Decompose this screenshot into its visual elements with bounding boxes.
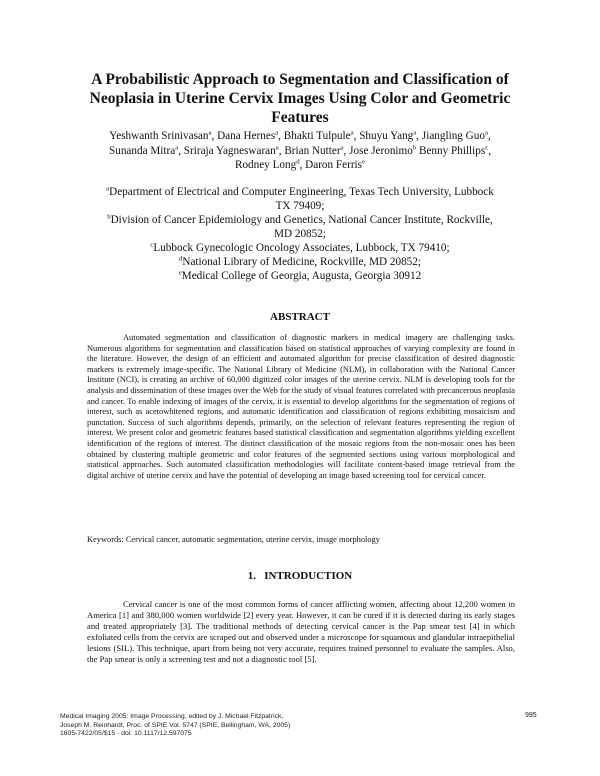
- author: Sriraja Yagneswaran$^a$: [183, 143, 279, 157]
- author: Jose Jeronimo$^b$: [349, 143, 417, 157]
- author: Brian Nutter$^a$: [284, 143, 344, 157]
- author: Rodney Long$^d$: [234, 158, 300, 171]
- affiliation-list: [90, 185, 510, 283]
- footer-line: Joseph M. Reinhardt, Proc. of SPIE Vol. 5747 (SPIE, Bellingham, WA, 2005): [60, 721, 291, 729]
- title-line: A Probabilistic Approach to Segmentation and Classification of: [91, 71, 509, 88]
- affiliation-continued: TX 79409;: [275, 200, 325, 212]
- affiliation: $^c$Lubbock Gynecologic Oncology Associates, Lubbock, TX 79410;: [150, 241, 450, 254]
- affiliation: $^a$Department of Electrical and Computer Engineering, Texas Tech University, Lubbock: [106, 185, 494, 198]
- author-list: [80, 129, 520, 173]
- author-line: Yeshwanth Srinivasan$^a$, Dana Hernes$^a$, Bhakti Tulpule$^a$, Shuyu Yang$^a$, Jiangling Guo$^a$,: [109, 129, 491, 142]
- affiliation-continued: MD 20852;: [274, 228, 326, 240]
- affiliation: $^e$Medical College of Georgia, Augusta, Georgia 30912: [178, 269, 422, 282]
- keywords: Keywords: Cervical cancer, automatic segmentation, uterine cervix, image morphology: [87, 535, 380, 544]
- title-line: Features: [271, 109, 329, 126]
- abstract-heading: ABSTRACT: [270, 311, 330, 323]
- author: Jiangling Guo$^a$: [421, 129, 488, 142]
- author: Sunanda Mitra$^a$: [109, 143, 179, 157]
- author: Bhakti Tulpule$^a$: [283, 129, 354, 142]
- footer-line: 1605-7422/05/$15 · doi: 10.1117/12.597075: [60, 730, 192, 738]
- author: Shuyu Yang$^a$: [359, 129, 417, 142]
- author: Benny Phillips$^c$: [419, 143, 489, 157]
- publication-footer: [60, 713, 360, 739]
- page-number: 995: [525, 712, 537, 719]
- abstract-body: Automated segmentation and classification of diagnostic markers in medical imagery are challenging tasks. Numerous algorithms for segmentation and classification based on statistical approaches of varying complexity are found in the literature. However, the design of an efficient and automated algorithm for precise classification of desired diagnostic markers is extremely image-specific. The National Library of Medicine (NLM), in collaboration with the National Cancer Institute (NCI), is creating an archive of 60,000 digitized color images of the uterine cervix. NLM is developing tools for the analysis and dissemination of these images over the Web for the study of visual features correlated with precancerous neoplasia and cancer. To enable indexing of images of the cervix, it is essential to develop algorithms for the segmentation of regions of interest, such as acetowhitened regions, and automatic identification and classification of regions exhibiting mosaicism and punctation. Success of such algorithms depends, primarily, on the selection of relevant features representing the region of interest. We present color and geometric features based statistical classification and segmentation algorithms yielding excellent identification of the regions of interest. The distinct classification of the mosaic regions from the non-mosaic ones has been obtained by clustering multiple geometric and color features of the segmented sections using various morphological and statistical approaches. Such automated classification methodologies will facilitate content-based image retrieval from the digital archive of uterine cervix and have the potential of developing an image based screening tool for cervical cancer.: [87, 333, 515, 480]
- author-line: Sunanda Mitra$^a$, Sriraja Yagneswaran$^a$, Brian Nutter$^a$, Jose Jeronimo$^b$ Benny Phillips$^c$,: [109, 143, 491, 157]
- author: Yeshwanth Srinivasan$^a$: [109, 129, 212, 142]
- introduction-body: Cervical cancer is one of the most common forms of cancer afflicting women, affecting about 12,200 women in America [1] and 380,000 women worldwide [2] every year. However, it can be cured if it is detected during its early stages and treated appropriately [3]. The traditional methods of detecting cervical cancer is the Pap smear test [4] in which exfoliated cells from the cervix are scraped out and observed under a microscope for squamous and glandular intraepithelial lesions (SIL). This technique, apart from being not very accurate, requires trained personnel to evaluate the samples. Also, the Pap smear is only a screening test and not a diagnostic tool [5].: [87, 599, 515, 664]
- affiliation: $^d$National Library of Medicine, Rockville, MD 20852;: [179, 255, 421, 268]
- title-line: Neoplasia in Uterine Cervix Images Using Color and Geometric: [89, 90, 511, 107]
- footer-line: Medical Imaging 2005: Image Processing, edited by J. Michael Fitzpatrick,: [60, 713, 284, 720]
- author: Dana Hernes$^a$: [217, 129, 279, 142]
- paper-title: [80, 70, 520, 127]
- affiliation: $^b$Division of Cancer Epidemiology and Genetics, National Cancer Institute, Rockville,: [107, 213, 493, 226]
- section-heading-introduction: 1. INTRODUCTION: [247, 570, 353, 582]
- author: Daron Ferris$^e$: [305, 158, 365, 171]
- author-line: Rodney Long$^d$, Daron Ferris$^e$: [234, 158, 365, 171]
